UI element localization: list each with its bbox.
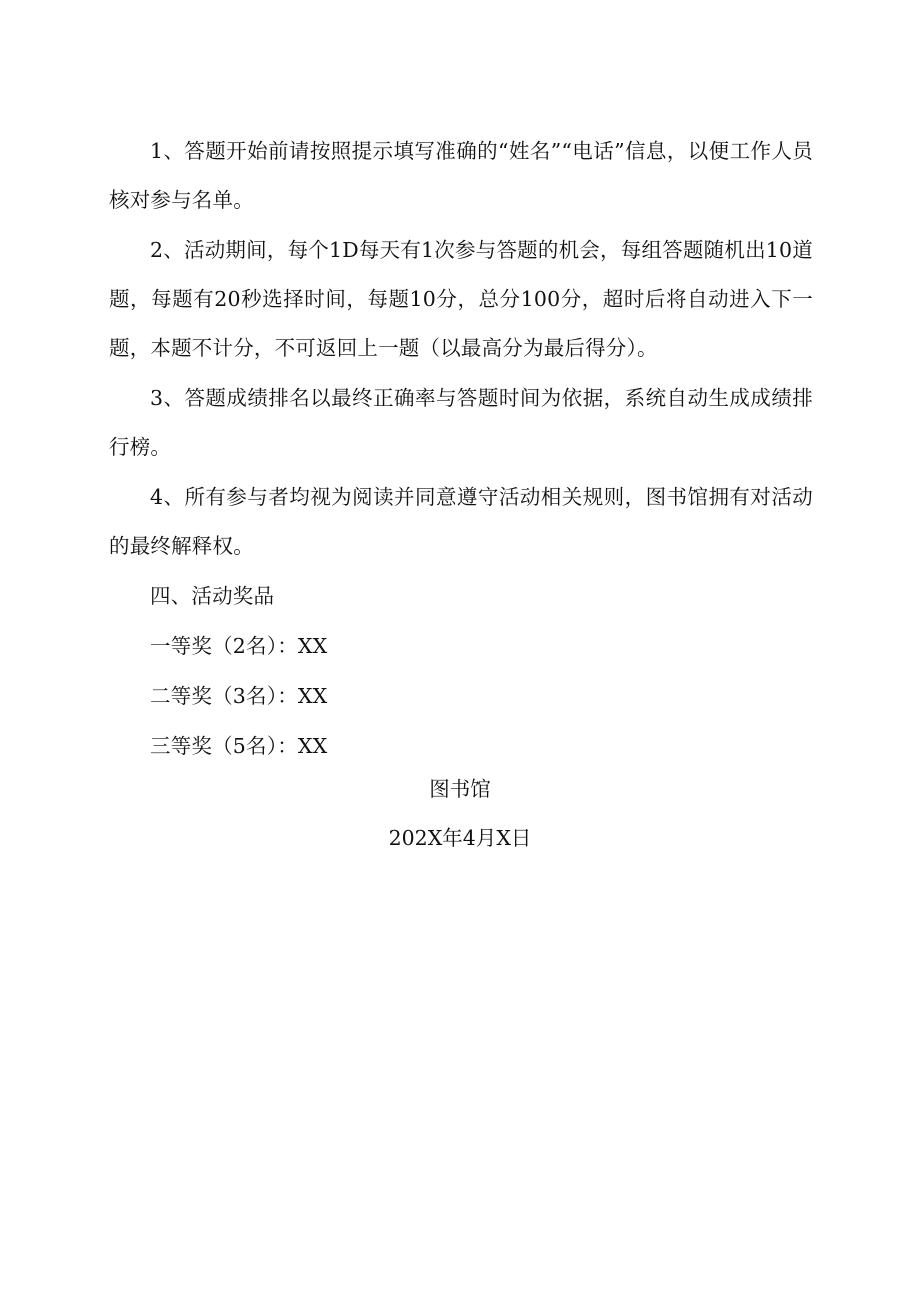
prizes-heading: 四、活动奖品 (150, 584, 275, 608)
prize-first: 一等奖（2名）：XX (150, 634, 328, 658)
document-body (109, 127, 813, 771)
rule-paragraph-1: 1、答题开始前请按照提示填写准确的“姓名”“电话”信息，以便工作人员核对参与名单。 (109, 139, 813, 212)
rule-paragraph-4: 4、所有参与者均视为阅读并同意遵守活动相关规则，图书馆拥有对活动的最终解释权。 (109, 485, 813, 558)
signature-organization: 图书馆 (429, 777, 491, 801)
rule-paragraph-2: 2、活动期间，每个1D每天有1次参与答题的机会，每组答题随机出10道题，每题有20秒选择时间，每题10分，总分100分，超时后将自动进入下一题，本题不计分，不可返回上一题（以最高分为最后得分）。 (109, 238, 813, 360)
rule-paragraph-3: 3、答题成绩排名以最终正确率与答题时间为依据，系统自动生成成绩排行榜。 (109, 386, 813, 459)
prize-second: 二等奖（3名）：XX (150, 684, 328, 708)
signature-date: 202X年4月X日 (388, 826, 532, 850)
prize-third: 三等奖（5名）：XX (150, 734, 328, 758)
